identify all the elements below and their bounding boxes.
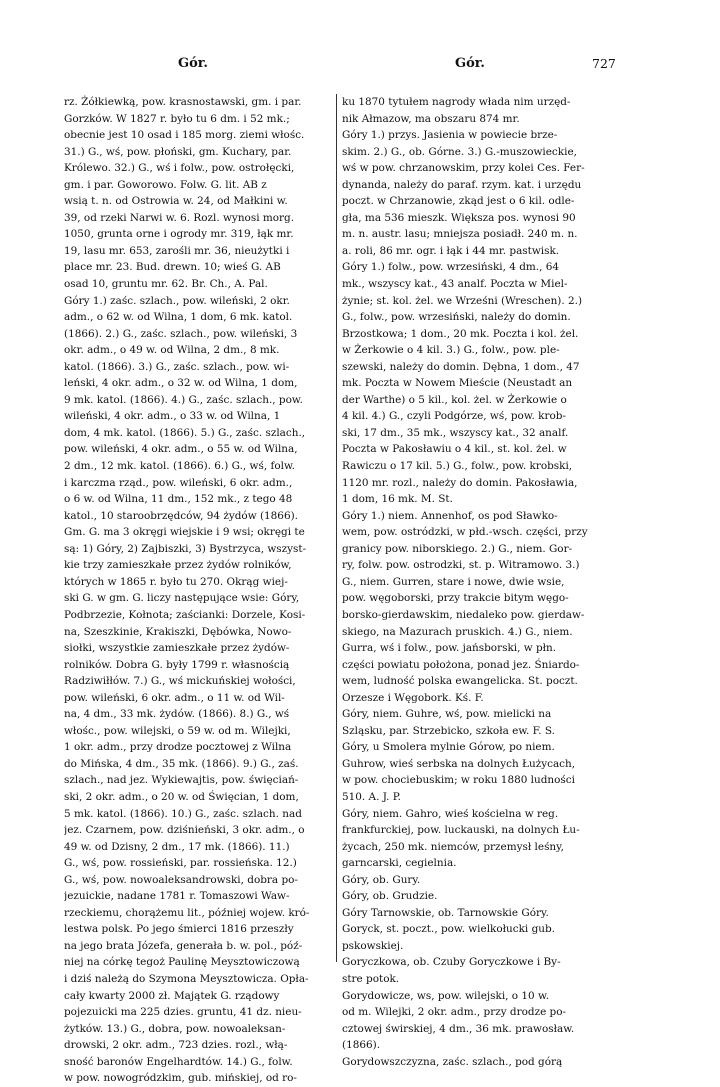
text-line: 31.) G., wś, pow. płoński, gm. Kuchary, par. xyxy=(64,145,292,158)
page-number: 727 xyxy=(592,56,616,71)
text-line: 5 mk. katol. (1866). 10.) G., zaśc. szlach. nad xyxy=(64,807,302,820)
text-line: Góry, ob. Grudzie. xyxy=(342,890,438,903)
text-line: 9 mk. katol. (1866). 4.) G., zaśc. szlach., pow. xyxy=(64,393,303,406)
text-line: Góry, u Smolera mylnie Górow, po niem. xyxy=(342,741,555,754)
text-line: okr. adm., o 49 w. od Wilna, 2 dm., 8 mk. xyxy=(64,344,280,357)
text-line: rzeckiemu, chorążemu lit., później wojew. kró- xyxy=(64,906,310,919)
text-line: osad 10, gruntu mr. 62. Br. Ch., A. Pal. xyxy=(64,278,268,291)
right-column xyxy=(342,94,612,1070)
text-line: Góry, ob. Gury. xyxy=(342,873,421,886)
text-line: i karczma rząd., pow. wileński, 6 okr. adm., xyxy=(64,476,293,489)
text-line: są: 1) Góry, 2) Zajbiszki, 3) Bystrzyca, wszyst- xyxy=(64,542,307,555)
text-line: 49 w. od Dzisny, 2 dm., 17 mk. (1866). 11.) xyxy=(64,840,290,853)
text-line: der Warthe) o 5 kil., kol. żel. w Żerkowie o xyxy=(342,393,567,406)
text-line: ku 1870 tytułem nagrody włada nim urzęd- xyxy=(342,96,571,108)
text-line: pow. wileński, 4 okr. adm., o 55 w. od Wilna, xyxy=(64,443,298,456)
running-head-middle: Gór. xyxy=(455,56,485,71)
text-line: mk. Poczta w Nowem Mieście (Neustadt an xyxy=(342,377,573,390)
text-line: 1 okr. adm., przy drodze pocztowej z Wilna xyxy=(64,741,292,754)
text-line: pojezuicki ma 225 dzies. gruntu, 41 dz. nieu- xyxy=(64,1006,302,1019)
text-line: rz. Żółkiewką, pow. krasnostawski, gm. i par. xyxy=(64,96,302,108)
text-line: 1 dom, 16 mk. M. St. xyxy=(342,493,453,506)
text-line: Góry 1.) przys. Jasienia w powiecie brze- xyxy=(342,129,558,142)
text-line: garncarski, cegielnia. xyxy=(342,857,457,870)
column-divider xyxy=(336,94,337,962)
text-line: 19, lasu mr. 653, zarośli mr. 36, nieużytki i xyxy=(64,244,290,257)
text-line: rolników. Dobra G. były 1799 r. własnością xyxy=(64,658,290,671)
text-line: części powiatu położona, ponad jez. Śniardo- xyxy=(342,658,580,671)
text-line: Brzostkowa; 1 dom., 20 mk. Poczta i kol. żel. xyxy=(342,327,579,340)
text-line: stre potok. xyxy=(342,972,400,985)
left-column xyxy=(64,94,332,1087)
text-line: Gorzków. W 1827 r. było tu 6 dm. i 52 mk.; xyxy=(64,112,290,125)
text-line: do Mińska, 4 dm., 35 mk. (1866). 9.) G., zaś. xyxy=(64,757,299,770)
text-line: pow. wileński, 6 okr. adm., o 11 w. od Wil- xyxy=(64,691,285,704)
text-line: Gorydowicze, ws, pow. wilejski, o 10 w. xyxy=(342,989,550,1002)
text-line: a. roli, 86 mr. ogr. i łąk i 44 mr. pastwisk. xyxy=(342,244,560,257)
text-line: kie trzy zamieszkałe przez żydów rolników, xyxy=(64,559,292,572)
text-line: jezuickie, nadane 1781 r. Tomaszowi Waw- xyxy=(64,890,290,903)
text-line: sność baronów Engelhardtów. 14.) G., folw. xyxy=(64,1055,293,1068)
text-line: żytków. 13.) G., dobra, pow. nowoaleksan- xyxy=(64,1022,286,1035)
text-line: Góry, niem. Guhre, wś, pow. mielicki na xyxy=(342,708,552,721)
text-line: ski G. w gm. G. liczy następujące wsie: Góry, xyxy=(64,592,300,605)
text-line: jez. Czarnem, pow. dziśnieński, 3 okr. adm., o xyxy=(64,824,305,837)
text-line: 2 dm., 12 mk. katol. (1866). 6.) G., wś, folw. xyxy=(64,460,295,473)
text-line: G., wś, pow. rossieński, par. rossieńska. 12.) xyxy=(64,857,297,870)
text-line: wem, pow. ostródzki, w płd.-wsch. części, przy xyxy=(342,526,588,539)
text-line: Orzesze i Węgobork. Kś. F. xyxy=(342,691,484,704)
text-line: granicy pow. niborskiego. 2.) G., niem. Gor- xyxy=(342,542,573,555)
text-line: wsią t. n. od Ostrowia w. 24, od Małkini w. xyxy=(64,195,288,208)
text-line: w pow. nowogródzkim, gub. mińskiej, od ro- xyxy=(64,1072,297,1085)
text-line: gła, ma 536 mieszk. Większa pos. wynosi 90 xyxy=(342,211,576,224)
text-line: ski, 17 dm., 35 mk., wszyscy kat., 32 analf. xyxy=(342,426,569,439)
text-line: żynie; st. kol. żel. we Wrześni (Wreschen). 2.) xyxy=(342,294,583,307)
text-line: adm., o 62 w. od Wilna, 1 dom, 6 mk. katol. xyxy=(64,311,293,324)
text-line: drowski, 2 okr. adm., 723 dzies. rozl., włą- xyxy=(64,1039,288,1052)
text-line: włośc., pow. wilejski, o 59 w. od m. Wilejki, xyxy=(64,724,291,737)
text-line: od m. Wilejki, 2 okr. adm., przy drodze po- xyxy=(342,1006,567,1019)
text-line: katol. (1866). 3.) G., zaśc. szlach., pow. wi- xyxy=(64,360,290,373)
text-line: nik Ałmazow, ma obszaru 874 mr. xyxy=(342,112,520,125)
text-line: place mr. 23. Bud. drewn. 10; wieś G. AB xyxy=(64,261,281,274)
text-line: skim. 2.) G., ob. Górne. 3.) G.-muszowieckie, xyxy=(342,145,577,158)
text-line: na, Szeszkinie, Krakiszki, Dębówka, Nowo- xyxy=(64,625,292,638)
text-line: mk., wszyscy kat., 43 analf. Poczta w Miel- xyxy=(342,278,568,291)
text-line: ski, 2 okr. adm., o 20 w. od Święcian, 1 dom, xyxy=(64,790,299,803)
text-line: G., folw., pow. wrzesiński, należy do domin. xyxy=(342,311,571,324)
text-line: Radziwiłłów. 7.) G., wś mickuńskiej wołości, xyxy=(64,675,296,688)
text-line: 39, od rzeki Narwi w. 6. Rozl. wynosi morg. xyxy=(64,211,295,224)
text-line: 1050, grunta orne i ogrody mr. 319, łąk mr. xyxy=(64,228,294,241)
text-line: cztowej świrskiej, 4 dm., 36 mk. prawosław. xyxy=(342,1022,575,1035)
text-line: Goryczkowa, ob. Czuby Goryczkowe i By- xyxy=(342,956,561,969)
text-line: m. n. austr. lasu; mniejsza posiadł. 240 m. n. xyxy=(342,228,578,241)
text-line: Góry Tarnowskie, ob. Tarnowskie Góry. xyxy=(342,906,549,919)
text-line: Gorydowszczyzna, zaśc. szlach., pod górą xyxy=(342,1055,563,1068)
text-line: życach, 250 mk. niemców, przemysł leśny, xyxy=(342,840,564,853)
text-line: skiego, na Mazurach pruskich. 4.) G., niem. xyxy=(342,625,573,638)
text-line: 4 kil. 4.) G., czyli Podgórze, wś, pow. krob- xyxy=(342,410,566,423)
text-line: leński, 4 okr. adm., o 32 w. od Wilna, 1 dom, xyxy=(64,377,298,390)
text-line: (1866). xyxy=(342,1039,381,1052)
text-line: G., niem. Gurren, stare i nowe, dwie wsie, xyxy=(342,575,565,588)
text-line: siołki, wszystkie zamieszkałe przez żydów- xyxy=(64,642,290,655)
text-line: cały kwarty 2000 zł. Majątek G. rządowy xyxy=(64,989,280,1002)
text-line: pow. węgoborski, przy trakcie bitym węgo- xyxy=(342,592,569,605)
text-line: Góry 1.) niem. Annenhof, os pod Sławko- xyxy=(342,509,558,522)
text-line: w Żerkowie o 4 kil. 3.) G., folw., pow. ple- xyxy=(342,344,560,357)
text-line: Poczta w Pakosławiu o 4 kil., st. kol. żel. w xyxy=(342,443,567,456)
text-line: obecnie jest 10 osad i 185 morg. ziemi włośc. xyxy=(64,129,305,142)
text-line: na, 4 dm., 33 mk. żydów. (1866). 8.) G., wś xyxy=(64,708,290,721)
text-line: 510. A. J. P. xyxy=(342,790,401,803)
text-line: Goryck, st. poczt., pow. wielkołucki gub. xyxy=(342,923,555,936)
text-line: (1866). 2.) G., zaśc. szlach., pow. wileński, 3 xyxy=(64,327,298,340)
text-line: Podbrzezie, Kołnota; zaścianki: Dorzele, Kosi- xyxy=(64,608,306,621)
text-line: frankfurckiej, pow. luckauski, na dolnych Łu- xyxy=(342,824,580,837)
text-line: Góry 1.) folw., pow. wrzesiński, 4 dm., 64 xyxy=(342,261,560,274)
text-line: Królewo. 32.) G., wś i folw., pow. ostrołęcki, xyxy=(64,162,295,175)
text-line: Gurra, wś i folw., pow. jańsborski, w płn. xyxy=(342,642,557,655)
text-line: katol., 10 staroobrzędców, 94 żydów (1866). xyxy=(64,509,298,522)
text-line: Góry, niem. Gahro, wieś kościelna w reg. xyxy=(342,807,559,820)
text-line: 1120 mr. rozl., należy do domin. Pakosławia, xyxy=(342,476,578,489)
text-line: wem, ludność polska ewangelicka. St. poczt. xyxy=(342,675,578,688)
text-line: o 6 w. od Wilna, 11 dm., 152 mk., z tego 48 xyxy=(64,493,293,506)
text-line: gm. i par. Goworowo. Folw. G. lit. AB z xyxy=(64,178,267,191)
text-line: wileński, 4 okr. adm., o 33 w. od Wilna, 1 xyxy=(64,410,281,423)
text-line: Szląsku, par. Strzebicko, szkoła ew. F. S. xyxy=(342,724,555,737)
text-line: pskowskiej. xyxy=(342,939,404,952)
text-line: poczt. w Chrzanowie, zkąd jest o 6 kil. odle- xyxy=(342,195,575,208)
text-line: dom, 4 mk. katol. (1866). 5.) G., zaśc. szlach., xyxy=(64,426,306,439)
running-head-left: Gór. xyxy=(178,56,208,71)
text-line: na jego brata Józefa, generała b. w. pol., póź- xyxy=(64,939,303,952)
text-line: których w 1865 r. było tu 270. Okrąg wiej- xyxy=(64,575,288,588)
text-line: Gm. G. ma 3 okręgi wiejskie i 9 wsi; okręgi te xyxy=(64,526,305,539)
text-line: Góry 1.) zaśc. szlach., pow. wileński, 2 okr. xyxy=(64,294,290,307)
text-line: lestwa polsk. Po jego śmierci 1816 przeszły xyxy=(64,923,294,936)
text-line: i dziś należą do Szymona Meysztowicza. Opła- xyxy=(64,972,309,985)
text-line: wś w pow. chrzanowskim, przy kolei Ces. Fer- xyxy=(342,162,585,175)
text-line: niej na córkę tegoż Paulinę Meysztowiczową xyxy=(64,956,300,969)
text-line: Guhrow, wieś serbska na dolnych Łużycach, xyxy=(342,757,576,770)
text-line: ry, folw. pow. ostrodzki, st. p. Witramowo. 3.) xyxy=(342,559,580,572)
text-line: szewski, należy do domin. Dębna, 1 dom., 47 xyxy=(342,360,580,373)
text-line: Rawiczu o 17 kil. 5.) G., folw., pow. krobski, xyxy=(342,460,573,473)
text-line: dynanda, należy do paraf. rzym. kat. i urzędu xyxy=(342,178,582,191)
text-line: w pow. chociebuskim; w roku 1880 ludności xyxy=(342,774,575,787)
text-line: borsko-gierdawskim, niedaleko pow. gierdaw- xyxy=(342,608,585,621)
text-line: G., wś, pow. nowoaleksandrowski, dobra po- xyxy=(64,873,298,886)
text-line: szlach., nad jez. Wykiewajtis, pow. święciań- xyxy=(64,774,299,787)
